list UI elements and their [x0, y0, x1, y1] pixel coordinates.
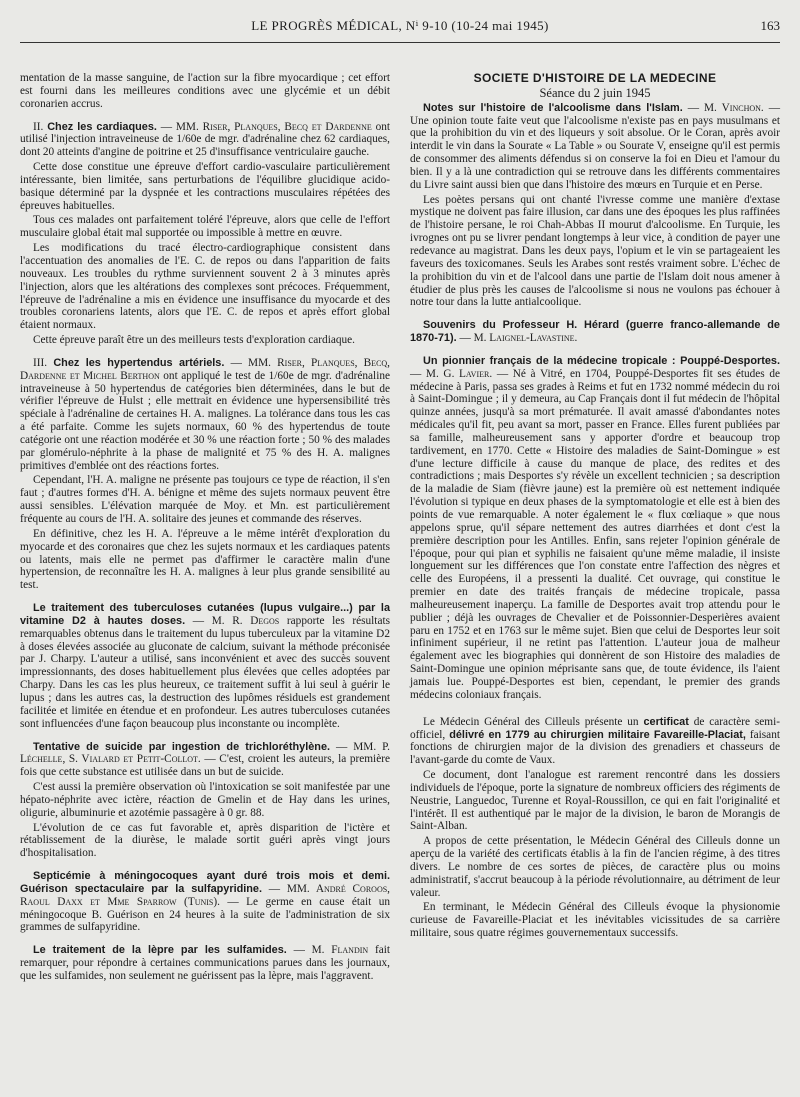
paragraph: faisant fonctions de chirurgien major de la division des grenadiers et chasseurs de l'avant-garde du comte de Vaux.	[410, 728, 780, 767]
bold-phrase: certificat	[643, 715, 689, 728]
paragraph: de caractère semi-officiel,	[410, 715, 780, 741]
paragraph: A propos de cette présentation, le Médecin Général des Cilleuls donne un aperçu de la variété des certificats établis à la fin de l'ancien régime, à des titres divers. Le nombre de ces sortes de pièces, de caractère plus ou moins administratif, s'accrut beaucoup à la période révolutionnaire, au détriment de leur valeur.	[410, 835, 780, 899]
paragraph: Tous ces malades ont parfaitement toléré l'épreuve, alors que celle de l'effort musculaire global était mal supportée ou impossible à mettre en œuvre.	[20, 214, 390, 240]
article-title: Tentative de suicide par ingestion de trichloréthylène.	[33, 740, 331, 753]
paragraph: En terminant, le Médecin Général des Cilleuls évoque la physionomie curieuse de Favareille-Placiat et les inévitables vicissitudes de sa carrière militaire, sous quatre régimes gouvernementaux successifs.	[410, 901, 780, 940]
paragraph: ont appliqué le test de 1/60e de mgr. d'adrénaline intraveineuse à 50 hypertendus de catégories bien déterminées, dans le but de vérifier l'épreuve de Hulst ; elle mettrait en évidence une hypersensibilité très spéciale à l'adrénaline de certaines H. A. malignes. La tolérance dans tous les cas a été parfaite. Comme les sujets normaux, 60 % des hypertendus de toute catégorie ont une réaction modérée et 30 % une réaction forte ; 50 % des malades par glomérulo-néphrite à la phase de malignité et 75 % des H. A. malignes primitives d'emblée ont des réactions fortes.	[20, 369, 390, 472]
paragraph: Cette dose constitue une épreuve d'effort cardio-vasculaire particulièrement intéressante, bien limitée, sans perturbations de l'équilibre glucidique acido-basique déterminé par la dyspnée et les contractions musculaires répétées des épreuves habituelles.	[20, 161, 390, 212]
paragraph: Cette épreuve paraît être un des meilleurs tests d'exploration cardiaque.	[33, 334, 355, 347]
article-authors: — MM. Riser, Planques, Becq et Dardenne	[160, 120, 372, 133]
article-authors: — M. Flandin	[293, 944, 369, 957]
article-hypertendus	[20, 357, 390, 473]
article-title: Un pionnier français de la médecine tropicale : Pouppé-Desportes.	[423, 354, 780, 367]
page-header	[20, 8, 780, 43]
bold-phrase: délivré en 1779 au chirurgien militaire Favareille-Placiat,	[449, 728, 746, 741]
article-title: Souvenirs du Professeur H. Hérard (guerre franco-allemande de 1870-71).	[410, 319, 780, 345]
article-title: Septicémie à méningocoques ayant duré trois mois et demi. Guérison spectaculaire par la sulfapyridine.	[20, 870, 390, 895]
paragraph: — Né à Vitré, en 1704, Pouppé-Desportes fit ses études de médecine à Paris, passa ses grades à Reims et fut en 1732 nommé médecin du roi à Saint-Domingue ; il y demeura, au Cap Français dont il fut médecin de l'hôpital quinze années, jusqu'à sa mort prématurée. Il avait amassé d'abondantes notes médicales qu'il fit, peu avant sa mort, passer en France. Elles furent publiées par sa famille, malheureusement sans y apporter d'ordre et beaucoup trop tardivement, en 1770. Cette « Histoire des maladies de Saint-Domingue » est d'une lecture difficile à cause du manque de place, des redites et des contradictions ; mais Desportes s'y révèle un excellent technicien ; sa description de la maladie de Siam (fièvre jaune) est la première où est nettement indiquée l'évolution si typique en deux phases de la symptomatologie et elle est à bien des points de vue remarquable. A noter également le « flux cœliaque » que nous appelons sprue, qu'il sépare nettement des autres diarrhées et dont c'est la première description pour les Antilles. Enfin, sans rejeter l'opinion générale de l'époque, pour qui pian et syphilis ne faisaient qu'une même maladie, il insiste longuement sur les différences que l'on constate entre l'affection des nègres et celle des Européens, il a pressenti la dualité. Cet ouvrage, qui constitue le premier en date des traités français de médecine tropicale, passa malheureusement inaperçu. La famille de Desportes avait trop attendu pour le publier ; déjà les ouvrages de Chevalier et de Poissonnier-Desperières avaient paru en 1752 et en 1763 sur le même sujet. Bien que celui de Desportes leur soit infiniment supérieur, il ne retint pas l'attention. L'auteur joua de malheur également avec les biographies qui donnèrent de son Histoire des maladies de Saint-Domingue une opinion méprisante sans que, de toute évidence, ils l'aient jamais lue. Pouppé-Desportes est bien, cependant, le premier des grands médecins coloniaux français.	[410, 367, 780, 701]
article-title: Le traitement des tuberculoses cutanées (lupus vulgaire...) par la vitamine D2 à hautes doses.	[20, 602, 390, 627]
paragraph: Les poètes persans qui ont chanté l'ivresse comme une manière d'extase mystique ne doivent pas faire illusion, car dans une des époques les plus raffinées de l'histoire persane, le roi Chah-Abbas II mourut d'alcoolisme. En Turquie, les ivrognes ont pu se livrer pendant longtemps à leur vice, à condition de payer une redevance au magistrat. Dans les deux pays, l'opium et le vin se partageaient les faveurs des toxicomanes. Seuls les Arabes sont restés vraiment sobre. L'échec de la prohibition du vin et de l'alcool dans une partie de l'Islam doit nous amener à étudier de plus près les causes de l'alcoolisme si nous ne voulons pas échouer à notre tour dans la lutte antialcoolique.	[410, 193, 780, 309]
paragraph: L'évolution de ce cas fut favorable et, après disparition de l'ictère et rétablissement de la diurèse, le malade sortit guéri après vingt jours d'hospitalisation.	[20, 821, 390, 860]
article-authors: — MM. P. Léchelle, S. Vialard et Petit-Collot.	[20, 740, 390, 766]
article-title: Chez les hypertendus artériels.	[53, 356, 225, 369]
article-trichlorethylene	[20, 741, 390, 780]
paragraph: Ce document, dont l'analogue est rarement rencontré dans les dossiers individuels de l'époque, porte la signature de nombreux officiers des régiments de Neustrie, Languedoc, Turenne et Royal-Roussillon, ce qui en fait l'originalité et l'intérêt. Il est authentiqué par le major de la division, le baron de Morangis de Saint-Alban.	[410, 769, 780, 833]
paragraph: — Le germe en cause était un méningocoque B. Guérison en 24 heures à la suite de l'administration de six grammes de sulfapyridine.	[20, 895, 391, 934]
paragraph: — Une opinion toute faite veut que l'alcoolisme n'existe pas en pays musulmans et que la prohibition du vin et des liqueurs y soit absolue. Or le Coran, après avoir interdit le vin dans la Sourate « La Table » ou Sourate V, enseigne qu'il est permis de consommer des aliments défendus si on conserve la foi en Dieu et l'amour du bien. Il y a là une contradiction qui se retrouve dans les différents commentaires du Livre saint aussi bien que dans l'histoire des mœurs en Turquie et en Perse.	[410, 101, 781, 191]
article-septicemie	[20, 870, 390, 934]
right-column	[410, 72, 780, 942]
article-herard	[410, 319, 780, 345]
paragraph: rapporte les résultats remarquables obtenus dans le traitement du lupus tuberculeux par la vitamine D2 à doses élevées associée au gluconate de calcium, suivant la méthode préconisée par J. Charpy. L'auteur a utilisé, sans inconvénient et avec des succès souvent impressionnants, des doses habituellement plus élevées que celles adoptées par Charpy. Dans les cas les plus heureux, ce traitement suffit à lui seul à guérir le lupus ; dans les autres cas, la destruction des lupômes résiduels est grandement facilitée et limitée en étendue et en profondeur. Les autres tuberculoses cutanées sont influencées d'une façon beaucoup plus inconstante ou incomplète.	[20, 614, 390, 730]
article-lepre	[20, 944, 390, 983]
section-heading: SOCIETE D'HISTOIRE DE LA MEDECINE	[473, 71, 717, 85]
paragraph: ont utilisé l'injection intraveineuse de 1/60e de mgr. d'adrénaline chez 62 cardiaques, dont 20 atteints d'angine de poitrine et 25 d'insuffisance ventriculaire gauche.	[20, 120, 390, 159]
article-authors: — MM. André Coroos, Raoul Daxx et Mme Sparrow (Tunis).	[20, 882, 390, 908]
paragraph: Les modifications du tracé électro-cardiographique consistent dans l'accentuation des anomalies de l'E. C. de repos ou dans l'apparition de faits nouveaux. Les troubles du rythme surviennent souvent 2 à 3 minutes après l'injection, alors que les altérations des complexes sont précoces. Fréquemment, l'épreuve de l'adrénaline a mis en évidence une insuffisance du myocarde et des troubles coronariens latents, alors que l'E. C. de repos et après effort global étaient normaux.	[20, 242, 390, 332]
article-title: Notes sur l'histoire de l'alcoolisme dans l'Islam.	[423, 101, 683, 114]
article-pouppe-desportes	[410, 355, 780, 702]
paragraph: mentation de la masse sanguine, de l'action sur la fibre myocardique ; cet effort est fourni dans les meilleures conditions avec une glycémie et un débit coronarien accrus.	[20, 72, 390, 110]
paragraph: fait remarquer, pour répondre à certaines communications parues dans les journaux, que les sulfamides, non seulement ne guérissent pas la lèpre, mais l'aggravent.	[20, 944, 390, 982]
article-authors: — M. Vinchon.	[687, 101, 764, 114]
article-tuberculoses	[20, 602, 390, 730]
section-number: II.	[33, 120, 44, 133]
paragraph: C'est aussi la première observation où l'intoxication se soit manifestée par une hépato-néphrite avec ictère, réaction de Gmelin et de Hay dans les urines, oligurie, albuminurie et azotémie passagère à 0 gr. 88.	[20, 781, 390, 819]
journal-title: LE PROGRÈS MÉDICAL, Nⁱ 9-10 (10-24 mai 1945)	[251, 18, 549, 33]
section-number: III.	[33, 356, 48, 369]
article-certificat	[410, 716, 780, 767]
article-cardiaques	[20, 121, 390, 160]
paragraph: En définitive, chez les H. A. l'épreuve a le même intérêt d'exploration du myocarde et des coronaires que chez les sujets normaux et les cardiaques patents ou latents, mais elle ne permet pas d'affirmer le caractère malin d'une hypertension, de reconnaître les H. A. malignes à leur plus grande sensibilité au test.	[20, 527, 390, 592]
article-alcoolisme	[410, 102, 780, 192]
article-authors: — M. G. Lavier.	[410, 367, 493, 380]
left-column	[20, 72, 390, 985]
article-authors: — M. R. Degos	[192, 614, 280, 627]
paragraph: Le Médecin Général des Cilleuls présente un	[423, 715, 639, 728]
article-title: Chez les cardiaques.	[47, 120, 157, 133]
session-date: Séance du 2 juin 1945	[539, 85, 651, 100]
article-authors: — MM. Riser, Planques, Becq, Dardenne et Michel Berthon	[20, 356, 391, 382]
paragraph: Cependant, l'H. A. maligne ne présente pas toujours ce type de réaction, il s'en faut ; d'autres formes d'H. A. bénigne et même des sujets normaux peuvent être aussi sensibles. L'élévation marquée de Moy. et Mn. est particulièrement fréquente au cours de l'H. A. solitaire des jeunes et commande des réserves.	[20, 474, 390, 525]
article-title: Le traitement de la lèpre par les sulfamides.	[33, 944, 287, 957]
article-authors: — M. Laignel-Lavastine.	[459, 332, 578, 345]
page-number: 163	[760, 18, 780, 33]
paragraph: — C'est, croient les auteurs, la première fois que cette substance est utilisée dans un but de suicide.	[20, 753, 390, 779]
